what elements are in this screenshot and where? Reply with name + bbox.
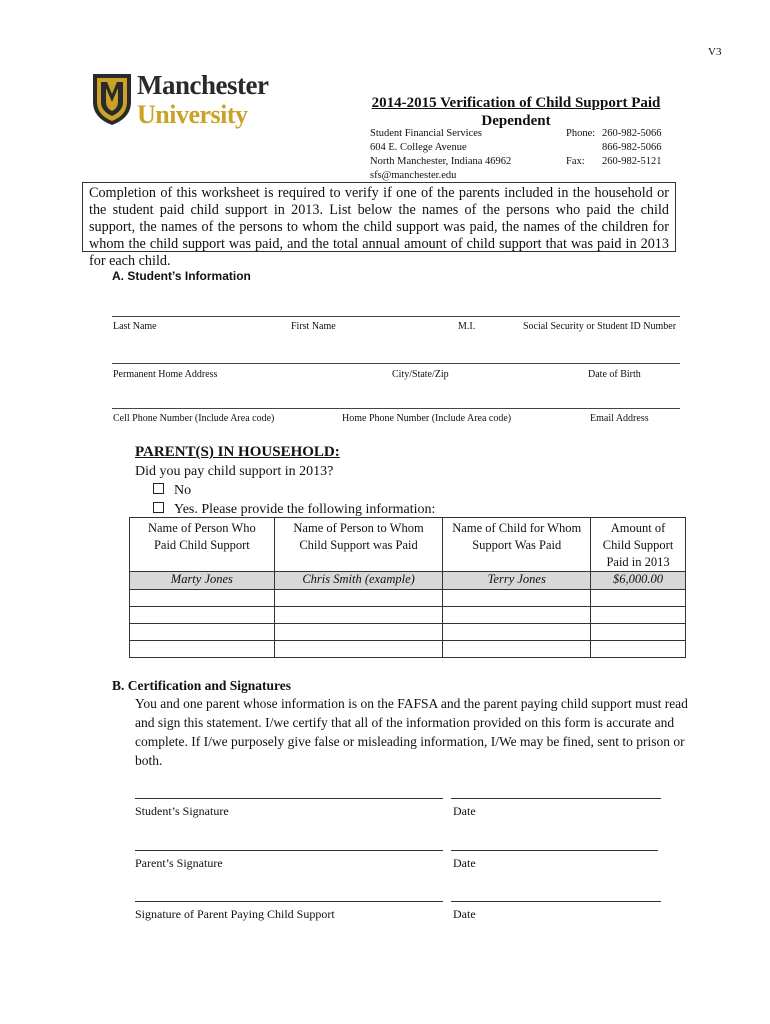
header-child: Name of Child for Whom Support Was Paid	[443, 518, 591, 572]
table-header-row	[130, 518, 686, 572]
example-amount: $6,000.00	[591, 572, 686, 590]
no-checkbox[interactable]	[153, 483, 164, 494]
fax-label: Fax:	[566, 156, 585, 167]
version-label: V3	[708, 46, 722, 58]
child-support-question: Did you pay child support in 2013?	[135, 464, 334, 479]
paying-parent-date-line[interactable]	[451, 901, 661, 902]
home-phone-label: Home Phone Number (Include Area code)	[342, 413, 512, 424]
logo-wordmark-manchester: Manchester	[137, 70, 269, 100]
student-date-label: Date	[453, 804, 476, 818]
student-signature-line[interactable]	[135, 798, 443, 799]
email-address-label: Email Address	[590, 413, 649, 424]
parent-date-label: Date	[453, 856, 476, 870]
logo-wordmark-university: University	[137, 100, 248, 129]
paying-parent-signature-line[interactable]	[135, 901, 443, 902]
header-recipient: Name of Person to Whom Child Support was Paid	[274, 518, 443, 572]
section-a-heading: A. Student’s Information	[112, 269, 251, 283]
instructions-box: Completion of this worksheet is required to verify if one of the parents included in the household or the student paid child support in 2013. List below the names of the persons who paid the child support, the names of the persons to whom the child support was paid, the names of the children for whom the child support was paid, and the total annual amount of child support that was paid in 2013 for each child.	[82, 182, 676, 252]
option-yes[interactable]	[153, 502, 435, 518]
address-line[interactable]	[112, 363, 680, 364]
contact-line[interactable]	[112, 408, 680, 409]
parent-date-line[interactable]	[451, 850, 658, 851]
certification-statement: You and one parent whose information is on the FAFSA and the parent paying child support must read and sign this statement. I/we certify that all of the information provided on this form is accurate and complete. If I/we purposely give false or misleading information, I/We may be fined, sent to prison or both.	[135, 696, 688, 768]
example-recipient: Chris Smith (example)	[274, 572, 443, 590]
student-date-line[interactable]	[451, 798, 661, 799]
student-signature-label: Student’s Signature	[135, 804, 229, 818]
example-payer: Marty Jones	[130, 572, 275, 590]
middle-initial-label: M.I.	[458, 321, 476, 332]
first-name-label: First Name	[291, 321, 336, 332]
office-email: sfs@manchester.edu	[370, 170, 457, 181]
phone-label: Phone:	[566, 128, 596, 139]
form-title-line1: 2014-2015 Verification of Child Support Paid	[371, 95, 661, 111]
paying-parent-date-label: Date	[453, 907, 476, 921]
parents-heading: PARENT(S) IN HOUSEHOLD:	[135, 444, 340, 460]
option-no[interactable]	[153, 483, 191, 499]
section-b-heading: B. Certification and Signatures	[112, 678, 292, 693]
city-state-zip-label: City/State/Zip	[392, 369, 449, 380]
table-row[interactable]	[130, 607, 686, 624]
office-city: North Manchester, Indiana 46962	[370, 156, 512, 167]
no-label: No	[174, 483, 192, 498]
university-shield-logo	[91, 72, 133, 126]
parent-signature-label: Parent’s Signature	[135, 856, 223, 870]
office-phones	[566, 127, 662, 169]
ssn-student-id-label: Social Security or Student ID Number	[523, 321, 677, 332]
office-address	[370, 127, 511, 183]
child-support-table	[129, 517, 686, 658]
last-name-label: Last Name	[113, 321, 157, 332]
student-name-line[interactable]	[112, 316, 680, 317]
date-of-birth-label: Date of Birth	[588, 369, 641, 380]
table-row[interactable]	[130, 590, 686, 607]
table-row[interactable]	[130, 641, 686, 658]
yes-checkbox[interactable]	[153, 502, 164, 513]
example-child: Terry Jones	[443, 572, 591, 590]
cell-phone-label: Cell Phone Number (Include Area code)	[113, 413, 275, 424]
header-payer: Name of Person Who Paid Child Support	[130, 518, 275, 572]
fax-number: 260-982-5121	[602, 156, 662, 167]
form-title-line2: Dependent	[481, 113, 551, 129]
example-row	[130, 572, 686, 590]
table-row[interactable]	[130, 624, 686, 641]
home-address-label: Permanent Home Address	[113, 369, 218, 380]
phone-1: 260-982-5066	[602, 128, 662, 139]
header-amount: Amount of Child Support Paid in 2013	[591, 518, 686, 572]
yes-label: Yes. Please provide the following information:	[174, 502, 436, 517]
office-name: Student Financial Services	[370, 128, 482, 139]
paying-parent-signature-label: Signature of Parent Paying Child Support	[135, 907, 335, 921]
form-title	[366, 94, 666, 130]
phone-2: 866-982-5066	[602, 142, 662, 153]
parent-signature-line[interactable]	[135, 850, 443, 851]
office-street: 604 E. College Avenue	[370, 142, 467, 153]
